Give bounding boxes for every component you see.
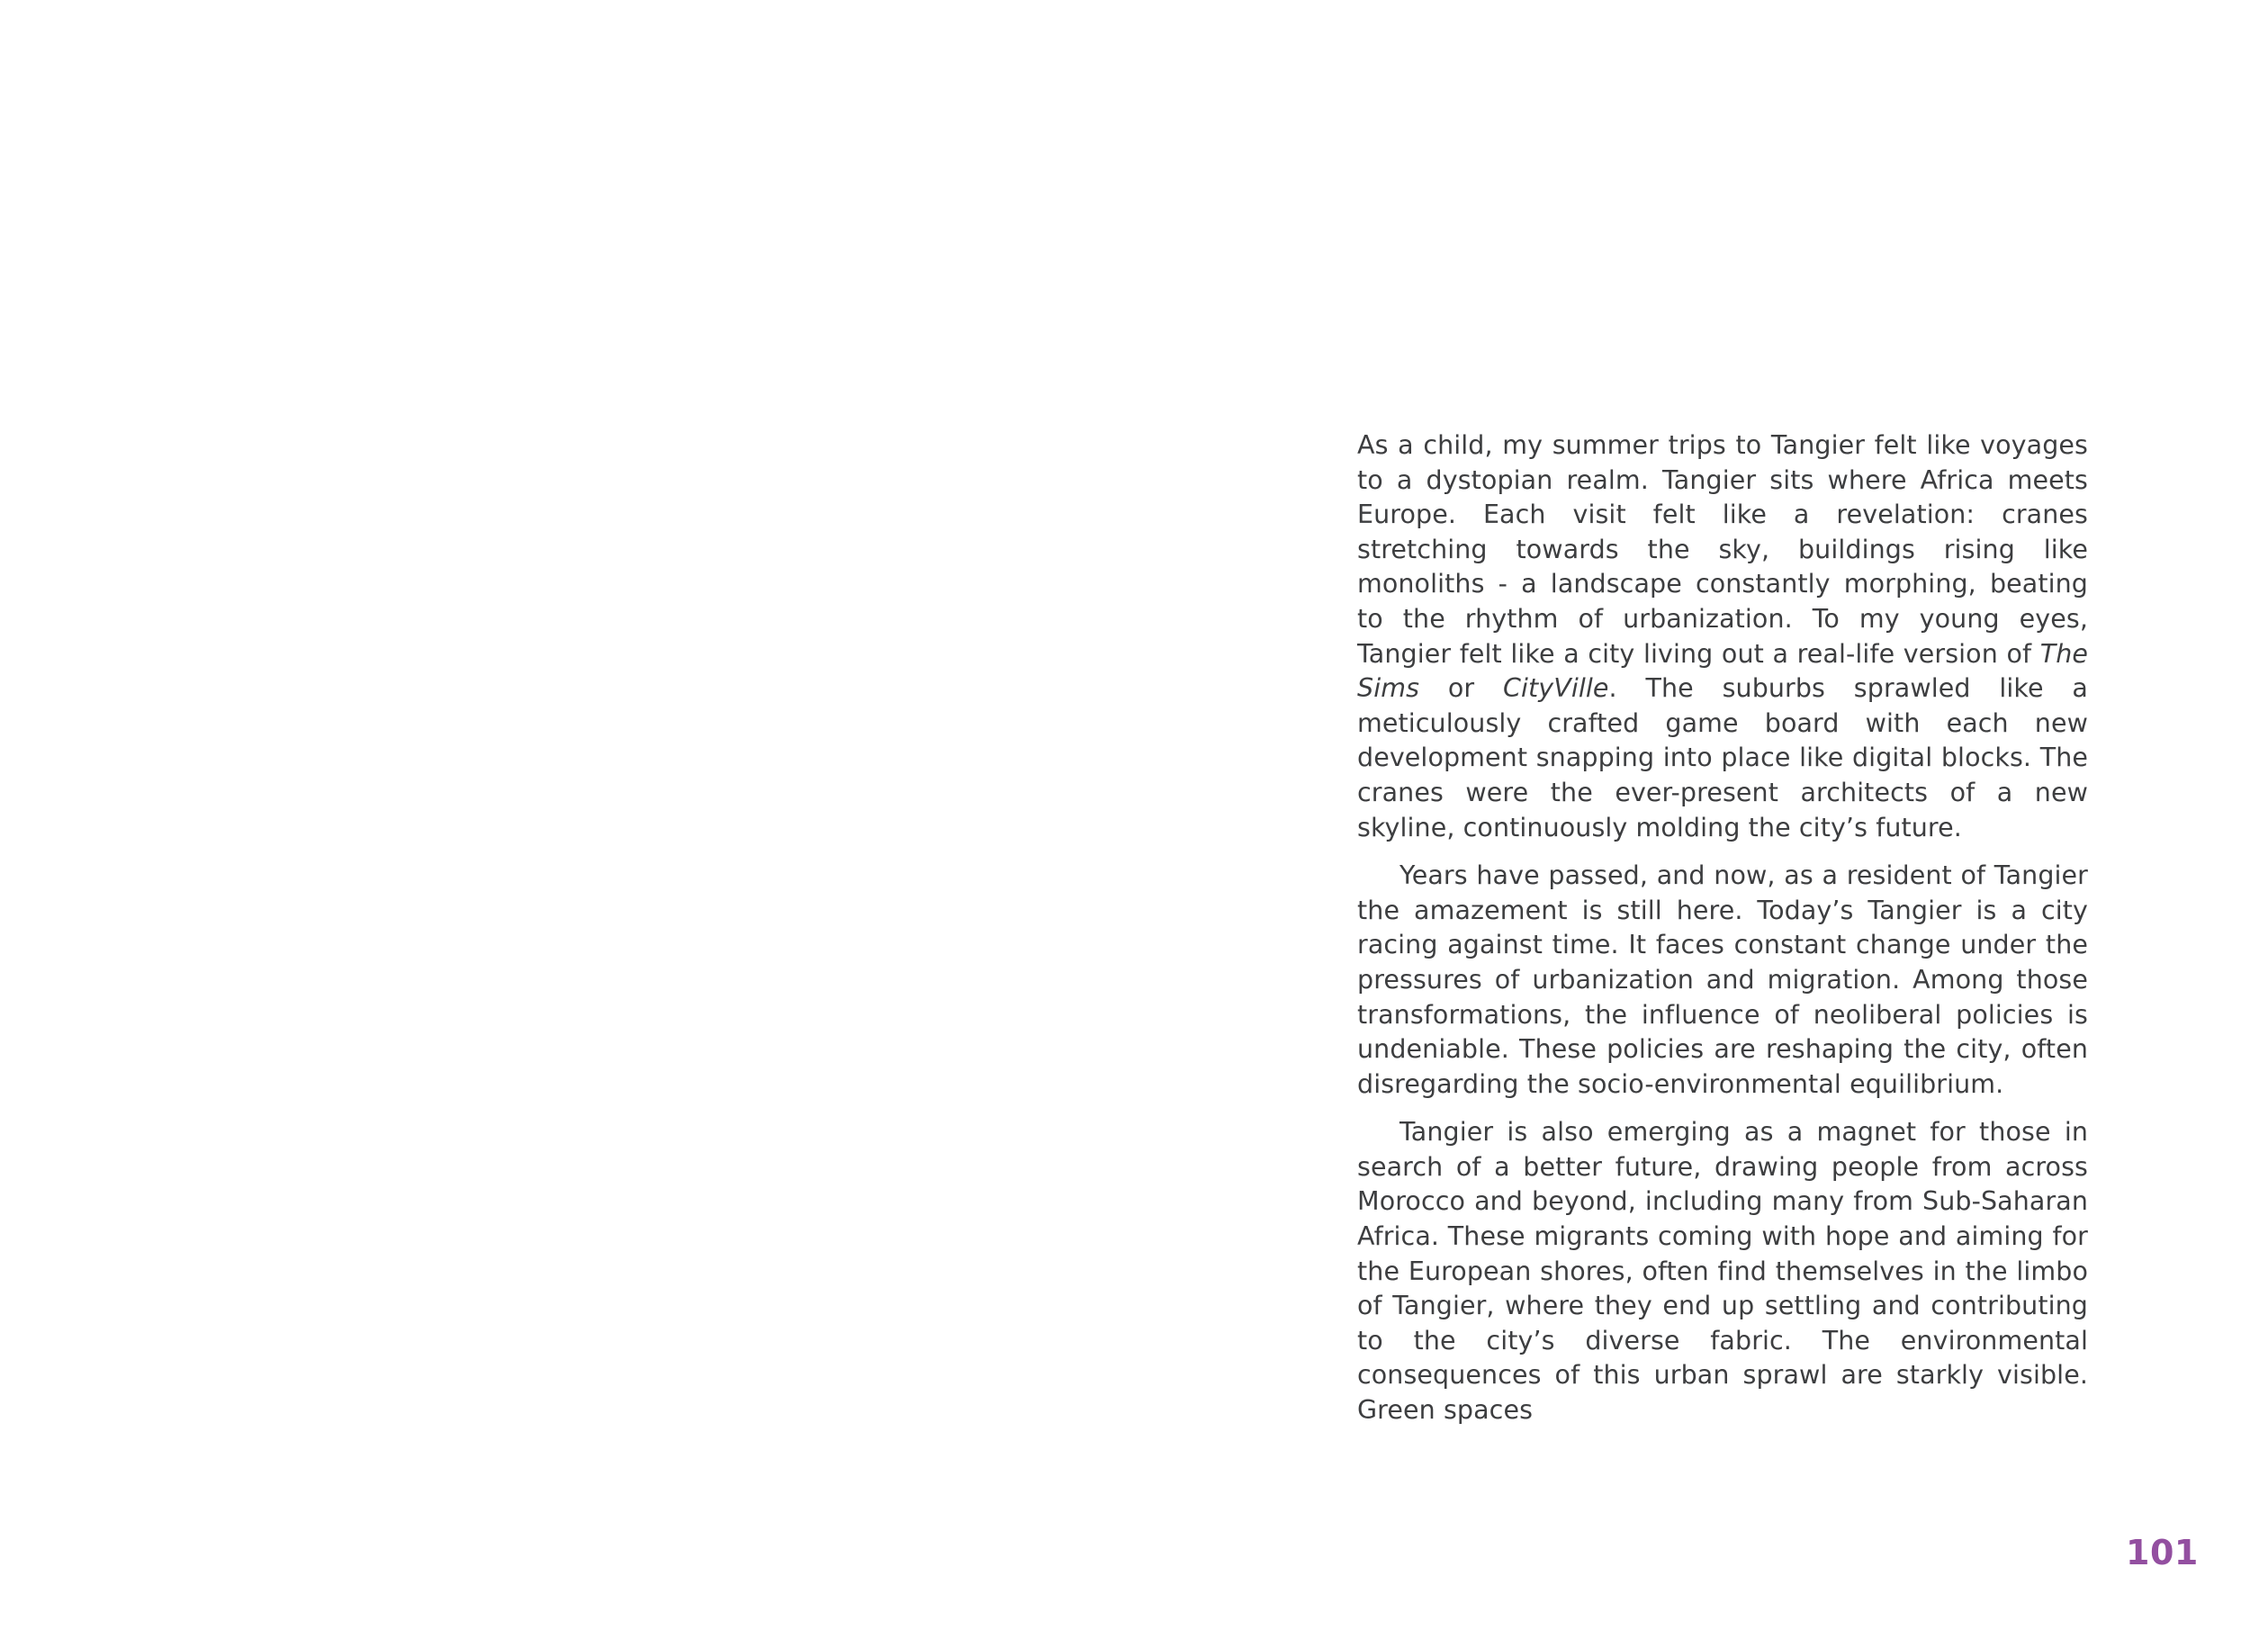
text-segment: As a child, my summer trips to Tangier felt like voyages to a dystopian realm. Tangier sits where Africa meets Europe. Each visit felt like a revelation: cranes stretching towards the sky, buildings rising like monoliths - a landscape constantly morphing, beating to the rhythm of urbanization. To my young eyes, Tangier felt like a city living out a real-life version of — [1357, 430, 2088, 669]
paragraph — [1357, 1115, 2088, 1427]
italic-text-segment: The Sims — [1357, 638, 2088, 704]
text-segment: Years have passed, and now, as a resident of Tangier the amazement is still here. Today’s Tangier is a city racing against time. It faces constant change under the pressures of urbanization and migration. Among those transformations, the influence of neoliberal policies is undeniable. These policies are reshaping the city, often disregarding the socio-environmental equilibrium. — [1357, 860, 2088, 1099]
paragraph — [1357, 428, 2088, 845]
text-segment: Tangier is also emerging as a magnet for those in search of a better future, drawing people from across Morocco and beyond, including many from Sub-Saharan Africa. These migrants coming with hope and aiming for the European shores, often find themselves in the limbo of Tangier, where they end up settling and contributing to the city’s diverse fabric. The environmental consequences of this urban sprawl are starkly visible. Green spaces — [1357, 1117, 2088, 1426]
page-number: 101 — [2126, 1533, 2199, 1572]
text-column — [1357, 428, 2088, 1428]
paragraph — [1357, 859, 2088, 1102]
italic-text-segment: CityVille — [1502, 673, 1609, 704]
text-segment: . The suburbs sprawled like a meticulously crafted game board with each new development snapping into place like digital blocks. The cranes were the ever-present architects of a new skyline, continuously molding the city’s future. — [1357, 673, 2088, 842]
text-segment: or — [1419, 673, 1503, 704]
